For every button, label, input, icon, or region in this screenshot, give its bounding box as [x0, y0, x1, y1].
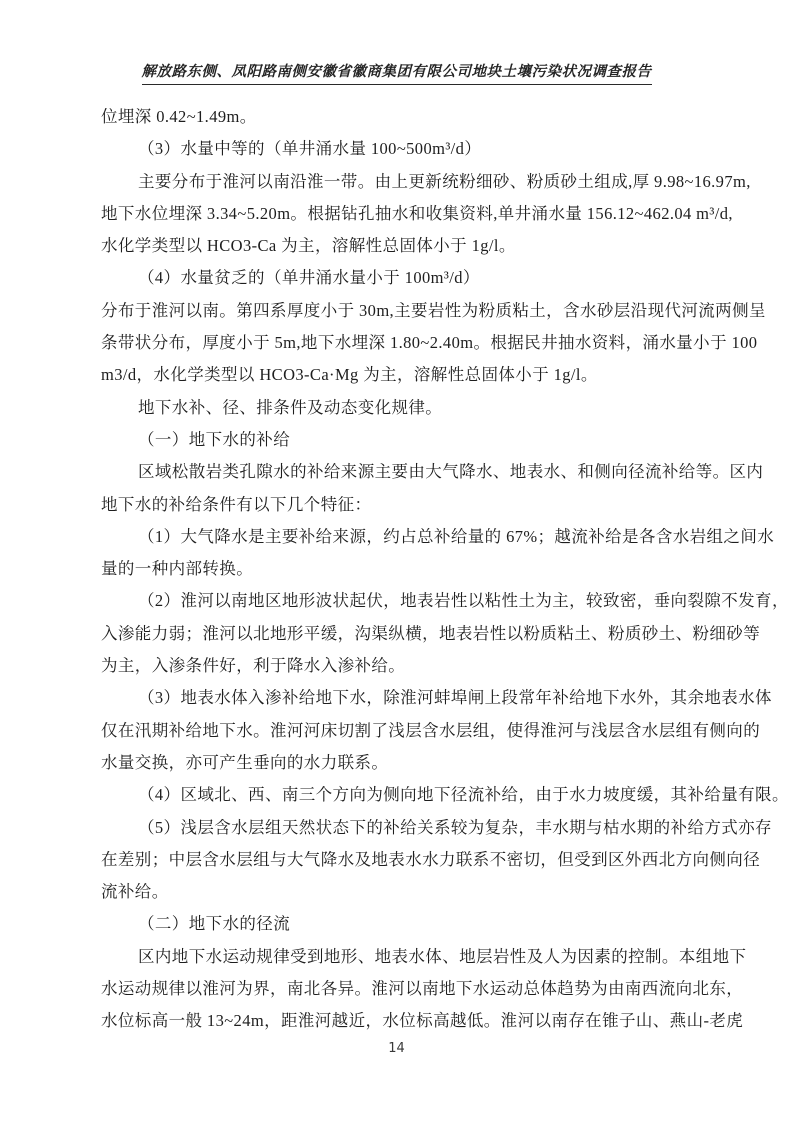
text-line: 水量交换，亦可产生垂向的水力联系。	[101, 752, 389, 772]
text-line: 流补给。	[101, 882, 169, 902]
text-line: 水位标高一般 13~24m，距淮河越近，水位标高越低。淮河以南存在锥子山、燕山-老虎	[101, 1011, 744, 1031]
text-line: 条带状分布，厚度小于 5m,地下水埋深 1.80~2.40m。根据民井抽水资料，涌水量小于 100	[101, 333, 758, 353]
text-line: （1）大气降水是主要补给来源，约占总补给量的 67%；越流补给是各含水岩组之间水	[138, 526, 775, 546]
text-line: 水运动规律以淮河为界，南北各异。淮河以南地下水运动总体趋势为由南西流向北东，	[101, 979, 744, 999]
document-body	[101, 101, 789, 1038]
text-line: （2）淮河以南地区地形波状起伏，地表岩性以粘性土为主，较致密，垂向裂隙不发育，	[138, 591, 789, 611]
text-line: 区域松散岩类孔隙水的补给来源主要由大气降水、地表水、和侧向径流补给等。区内	[138, 462, 764, 482]
text-line: 地下水的补给条件有以下几个特征：	[101, 494, 372, 514]
text-line: m3/d，水化学类型以 HCO3-Ca·Mg 为主，溶解性总固体小于 1g/l。	[101, 365, 598, 385]
text-line: 区内地下水运动规律受到地形、地表水体、地层岩性及人为因素的控制。本组地下	[138, 946, 747, 966]
text-line: （一）地下水的补给	[138, 429, 291, 449]
header-title: 解放路东侧、凤阳路南侧安徽省徽商集团有限公司地块土壤污染状况调查报告	[142, 60, 652, 85]
text-line: 位埋深 0.42~1.49m。	[101, 107, 257, 126]
text-line: （二）地下水的径流	[138, 914, 291, 934]
text-line: （4）水量贫乏的（单井涌水量小于 100m³/d）	[138, 268, 480, 288]
text-line: 入渗能力弱；淮河以北地形平缓，沟渠纵横，地表岩性以粉质粘土、粉质砂土、粉细砂等	[101, 623, 761, 643]
text-line: （5）浅层含水层组天然状态下的补给关系较为复杂，丰水期与枯水期的补给方式亦存	[138, 817, 772, 837]
text-line: 地下水补、径、排条件及动态变化规律。	[138, 397, 443, 417]
text-line: 分布于淮河以南。第四系厚度小于 30m,主要岩性为粉质粘土，含水砂层沿现代河流两侧呈	[101, 300, 766, 320]
page-number: 14	[388, 1041, 405, 1056]
text-line: （4）区域北、西、南三个方向为侧向地下径流补给，由于水力坡度缓，其补给量有限。	[138, 785, 789, 805]
text-line: 为主，入渗条件好，利于降水入渗补给。	[101, 656, 406, 676]
text-line: （3）地表水体入渗补给地下水，除淮河蚌埠闸上段常年补给地下水外，其余地表水体	[138, 688, 772, 708]
text-line: （3）水量中等的（单井涌水量 100~500m³/d）	[138, 139, 482, 159]
text-line: 仅在汛期补给地下水。淮河河床切割了浅层含水层组，使得淮河与浅层含水层组有侧向的	[101, 720, 761, 740]
text-line: 水化学类型以 HCO3-Ca 为主，溶解性总固体小于 1g/l。	[101, 236, 516, 256]
text-line: 量的一种内部转换。	[101, 559, 254, 579]
text-line: 地下水位埋深 3.34~5.20m。根据钻孔抽水和收集资料,单井涌水量 156.12~462.04 m³/d,	[101, 203, 733, 223]
text-line: 主要分布于淮河以南沿淮一带。由上更新统粉细砂、粉质砂土组成,厚 9.98~16.97m,	[138, 171, 751, 191]
page-header	[0, 60, 793, 85]
text-line: 在差别；中层含水层组与大气降水及地表水水力联系不密切，但受到区外西北方向侧向径	[101, 849, 761, 869]
